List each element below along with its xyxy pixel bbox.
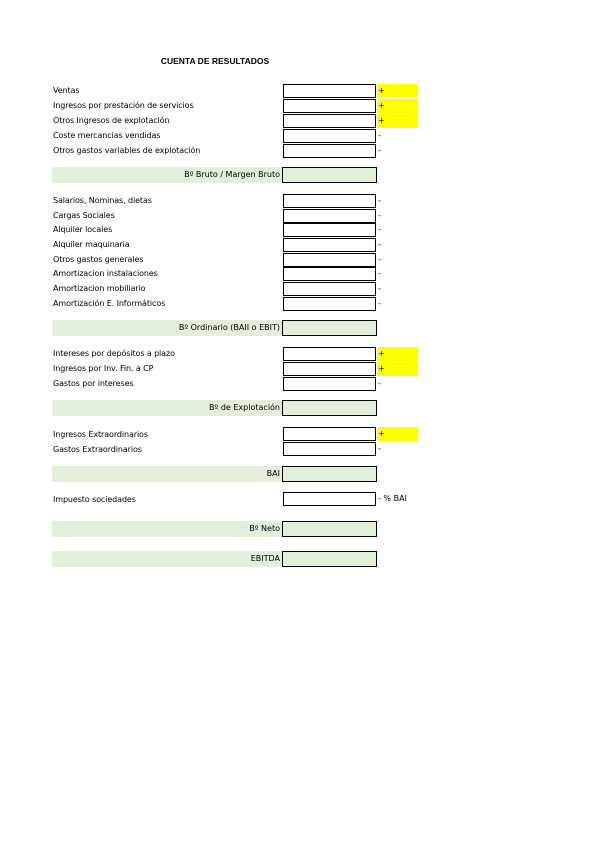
input-ingresos-inv-fin[interactable] — [283, 362, 376, 376]
row-label-salarios: Salarios, Nominas, dietas — [53, 196, 152, 205]
row-label-ingresos-inv-fin: Ingresos por Inv. Fin. a CP — [53, 364, 154, 373]
row-label-amortizacion-instalaciones: Amortizacion instalaciones — [53, 269, 158, 278]
sign-otros-gastos-variables: - — [378, 146, 381, 155]
sign-ventas: + — [377, 84, 418, 98]
row-label-ingresos-servicios: Ingresos por prestación de servicios — [53, 101, 194, 110]
input-otros-gastos-variables[interactable] — [283, 144, 376, 158]
row-label-otros-ingresos-explotacion: Otros Ingresos de explotación — [53, 116, 170, 125]
subtotal-label-bruto: Bº Bruto / Margen Bruto — [52, 167, 282, 183]
page-title: CUENTA DE RESULTADOS — [160, 56, 270, 66]
input-alquiler-maquinaria[interactable] — [283, 238, 376, 252]
row-label-intereses-depositos: Intereses por depósitos a plazo — [53, 349, 175, 358]
input-coste-mercancias[interactable] — [283, 129, 376, 143]
input-ventas[interactable] — [283, 84, 376, 98]
input-otros-ingresos-explotacion[interactable] — [283, 114, 376, 128]
subtotal-value-ebitda[interactable] — [282, 551, 377, 567]
input-amortizacion-instalaciones[interactable] — [283, 267, 376, 281]
sign-amortizacion-mobiliario: - — [378, 284, 381, 293]
input-amortizacion-informaticos[interactable] — [283, 297, 376, 311]
subtotal-value-neto[interactable] — [282, 521, 377, 537]
row-label-alquiler-maquinaria: Alquiler maquinaria — [53, 240, 130, 249]
input-alquiler-locales[interactable] — [283, 223, 376, 237]
input-gastos-intereses[interactable] — [283, 377, 376, 391]
sign-otros-ingresos-explotacion: + — [377, 114, 418, 128]
sign-ingresos-inv-fin: + — [377, 362, 418, 376]
row-label-gastos-extraordinarios: Gastos Extraordinarios — [53, 445, 142, 454]
input-otros-gastos-generales[interactable] — [283, 253, 376, 267]
subtotal-label-neto: Bº Neto — [52, 521, 282, 537]
row-label-ventas: Ventas — [53, 86, 80, 95]
sign-ingresos-servicios: + — [377, 99, 418, 113]
input-ingresos-servicios[interactable] — [283, 99, 376, 113]
sign-amortizacion-instalaciones: - — [378, 269, 381, 278]
subtotal-value-explotacion[interactable] — [282, 400, 377, 416]
sign-intereses-depositos: + — [377, 347, 418, 361]
input-salarios[interactable] — [283, 194, 376, 208]
row-label-amortizacion-mobiliario: Amortizacion mobiliario — [53, 284, 146, 293]
input-impuesto-sociedades[interactable] — [283, 492, 376, 506]
row-label-coste-mercancias: Coste mercancias vendidas — [53, 131, 161, 140]
sign-gastos-intereses: - — [378, 379, 381, 388]
subtotal-value-bruto[interactable] — [282, 167, 377, 183]
row-label-impuesto-sociedades: Impuesto sociedades — [53, 495, 136, 504]
sign-impuesto-sociedades: - % BAI — [378, 494, 407, 503]
input-intereses-depositos[interactable] — [283, 347, 376, 361]
row-label-otros-gastos-generales: Otros gastos generales — [53, 255, 144, 264]
row-label-ingresos-extraordinarios: Ingresos Extraordinarios — [53, 430, 148, 439]
subtotal-label-bai: BAI — [52, 466, 282, 482]
sign-amortizacion-informaticos: - — [378, 299, 381, 308]
row-label-cargas-sociales: Cargas Sociales — [53, 211, 115, 220]
subtotal-value-ordinario[interactable] — [282, 320, 377, 336]
input-cargas-sociales[interactable] — [283, 209, 376, 223]
subtotal-value-bai[interactable] — [282, 466, 377, 482]
sign-alquiler-maquinaria: - — [378, 240, 381, 249]
input-ingresos-extraordinarios[interactable] — [283, 427, 376, 441]
subtotal-label-ordinario: Bº Ordinario (BAII o EBIT) — [52, 320, 282, 336]
sign-gastos-extraordinarios: - — [378, 444, 381, 453]
row-label-alquiler-locales: Alquiler locales — [53, 225, 113, 234]
subtotal-label-explotacion: Bº de Explotación — [52, 400, 282, 416]
sign-coste-mercancias: - — [378, 131, 381, 140]
row-label-otros-gastos-variables: Otros gastos variables de explotación — [53, 146, 201, 155]
input-gastos-extraordinarios[interactable] — [283, 442, 376, 456]
row-label-gastos-intereses: Gastos por intereses — [53, 379, 134, 388]
input-amortizacion-mobiliario[interactable] — [283, 282, 376, 296]
sign-salarios: - — [378, 196, 381, 205]
sign-cargas-sociales: - — [378, 211, 381, 220]
sign-otros-gastos-generales: - — [378, 255, 381, 264]
subtotal-label-ebitda: EBITDA — [52, 551, 282, 567]
sign-alquiler-locales: - — [378, 225, 381, 234]
sign-ingresos-extraordinarios: + — [377, 427, 418, 441]
row-label-amortizacion-informaticos: Amortización E. Informáticos — [53, 299, 166, 308]
